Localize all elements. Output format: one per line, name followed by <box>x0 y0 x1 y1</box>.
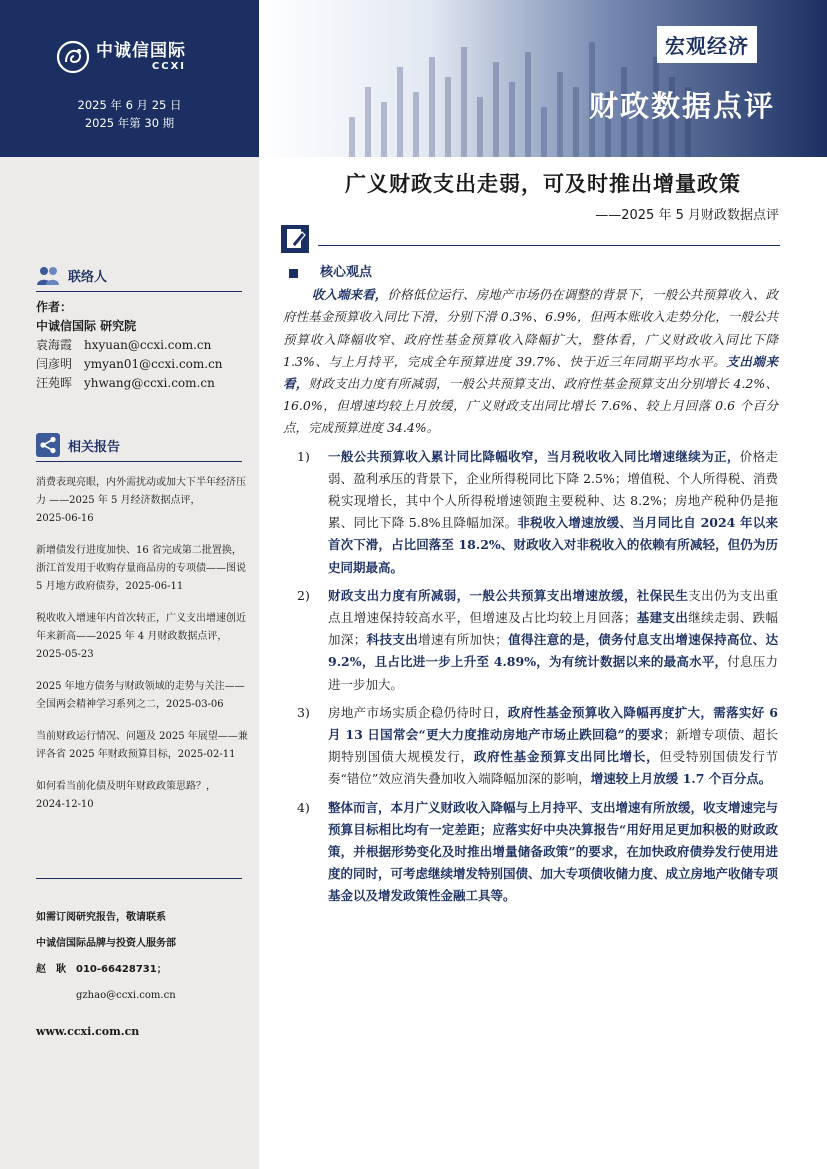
key-point-bold: 科技支出 <box>366 632 419 648</box>
related-report-title: 消费表现亮眼，内外需扰动或加大下半年经济压力 ——2025 年 5 月经济数据点评， <box>36 477 246 506</box>
key-point-text: 但受特别国债发行节奏“错位”效应消失叠加收入端降幅加深的影响， <box>328 749 778 787</box>
author-list <box>36 298 223 393</box>
skyline-bar <box>413 92 419 157</box>
key-point-text: 付息压力进一步加大。 <box>328 654 778 692</box>
skyline-bar <box>557 72 563 157</box>
logo-en-text: CCXI <box>151 60 186 72</box>
summary-lead-expense: 支出端来看， <box>283 353 778 392</box>
report-date: 2025 年 6 月 25 日 <box>77 98 182 112</box>
key-point-bold: 增速较上月放缓 1.7 个百分点。 <box>590 771 772 787</box>
key-point-number: 3) <box>297 704 310 720</box>
key-point-item <box>283 585 778 696</box>
related-report-title: 如何看当前化债及明年财政政策思路？， <box>36 781 216 792</box>
author-email[interactable]: hxyuan@ccxi.com.cn <box>84 338 212 352</box>
key-point-text: 价格走弱、盈利承压的背景下，企业所得税同比下降 2.5%；增值税、个人所得税、消费税实现增长，其中个人所得税增速领跑主要税种、达 8.2%；房地产税种仍是拖累、同比下降 5.8%且降幅加深。 <box>328 448 778 531</box>
reports-heading-label: 相关报告 <box>68 439 121 455</box>
key-point-item <box>283 797 778 908</box>
key-point-bold: 一般公共预算收入累计同比降幅收窄，当月税收收入同比增速继续为正， <box>328 448 740 464</box>
skyline-bar <box>477 97 483 157</box>
related-reports-list <box>36 474 248 828</box>
institute-name: 中诚信国际 研究院 <box>36 319 137 333</box>
related-report-date: 2025-06-16 <box>36 513 94 524</box>
key-points-heading <box>283 262 778 284</box>
skyline-bar <box>381 102 387 157</box>
author-email[interactable]: yhwang@ccxi.com.cn <box>84 376 215 390</box>
key-point-bold: 政府性基金预算收入降幅再度扩大，需落实好 6 月 13 日国常会“更大力度推动房地产市场止跌回稳”的要求 <box>328 704 778 743</box>
key-point-text: 支出仍为支出重点且增速保持较高水平，但增速及占比均较上月回落； <box>328 587 778 626</box>
contacts-heading <box>36 263 107 287</box>
skyline-bar <box>397 67 403 157</box>
skyline-bar <box>525 52 531 157</box>
report-subtitle: ——2025 年 5 月财政数据点评 <box>595 208 779 223</box>
key-point-number: 4) <box>297 799 310 815</box>
key-point-text: 继续走弱、跌幅加深； <box>328 610 778 648</box>
skyline-bar <box>493 62 499 157</box>
summary-income-text: 价格低位运行、房地产市场仍在调整的背景下，一般公共预算收入、政府性基金预算收入同比下滑，分别下滑 0.3%、6.9%，但两本账收入走势分化，一般公共预算收入降幅收窄、政府性基金预算收入降幅扩大，整体看，广义财政收入同比下降 1.3%、与上月持平，完成全年预算进度 39.7%、快于近三年同期平均水平。 <box>283 287 778 369</box>
skyline-bar <box>541 107 547 157</box>
key-point-number: 1) <box>297 448 310 464</box>
key-point-number: 2) <box>297 587 310 603</box>
service-dept: 中诚信国际品牌与投资人服务部 <box>36 938 176 949</box>
series-title: 财政数据点评 <box>588 89 775 123</box>
author-name: 袁海霞 <box>36 338 73 352</box>
key-point-text: 增速有所加快； <box>418 632 508 648</box>
related-report-title: 新增债发行进度加快、16 省完成第二批置换，浙江首发用于收购存量商品房的专项债——图说 5 月地方政府债券，2025-06-11 <box>36 545 246 592</box>
key-point-item <box>283 702 778 791</box>
report-title: 广义财政支出走弱，可及时推出增量政策 <box>345 172 741 196</box>
related-report-title: 2025 年地方债务与财政领域的走势与关注——全国两会精神学习系列之二，2025-03-06 <box>36 681 245 710</box>
related-report-item[interactable] <box>36 728 248 764</box>
related-report-title: 当前财政运行情况、问题及 2025 年展望——兼评各省 2025 年财政预算目标，2025-02-11 <box>36 731 248 760</box>
document-edit-icon <box>280 224 310 254</box>
contact-email[interactable]: gzhao@ccxi.com.cn <box>76 990 176 1001</box>
related-report-date: 2024-12-10 <box>36 799 94 810</box>
contacts-icon <box>36 263 60 287</box>
category-label: 宏观经济 <box>657 26 757 63</box>
key-point-text: 房地产市场实质企稳仍待时日， <box>328 704 508 720</box>
website-link[interactable]: www.ccxi.com.cn <box>36 1025 140 1038</box>
skyline-bar <box>365 87 371 157</box>
key-point-item <box>283 446 778 579</box>
author-row <box>36 336 223 355</box>
skyline-bar <box>573 87 579 157</box>
related-report-item[interactable] <box>36 778 248 814</box>
related-report-item[interactable] <box>36 610 248 664</box>
title-rule <box>318 245 780 246</box>
report-issue: 2025 年第 30 期 <box>84 116 175 130</box>
related-report-item[interactable] <box>36 542 248 596</box>
author-row <box>36 374 223 393</box>
author-row <box>36 355 223 374</box>
square-bullet-icon <box>289 269 298 278</box>
skyline-bar <box>445 77 451 157</box>
contacts-rule <box>36 291 242 292</box>
summary-lead-income: 收入端来看， <box>311 287 388 303</box>
reports-rule <box>36 461 242 462</box>
key-point-bold: 整体而言，本月广义财政收入降幅与上月持平、支出增速有所放缓，收支增速完与预算目标相比均有一定差距；应落实好中央决算报告“用好用足更加积极的财政政策，并根据形势变化及时推出增量储备政策”的要求，在加快政府债券发行使用进度的同时，可考虑继续增发特别国债、加大专项债收储力度、成立房地产收储专项基金以及增发政策性金融工具等。 <box>328 799 779 904</box>
subscribe-text: 如需订阅研究报告，敬请联系 <box>36 912 166 923</box>
summary-paragraph <box>283 284 778 439</box>
header-right-banner <box>259 0 827 157</box>
summary-expense-text: 财政支出力度有所减弱，一般公共预算支出、政府性基金预算支出分别增长 4.2%、16.0%，但增速均较上月放缓，广义财政支出同比增长 7.6%、较上月回落 0.6 个百分点，完成预算进度 34.4%。 <box>283 376 778 436</box>
contacts-heading-label: 联络人 <box>68 269 108 285</box>
author-label: 作者： <box>36 300 73 314</box>
related-report-item[interactable] <box>36 474 248 528</box>
author-name: 闫彦明 <box>36 357 73 371</box>
skyline-bar <box>429 57 435 157</box>
reports-bottom-rule <box>36 878 242 879</box>
header-left-banner <box>0 0 259 157</box>
main-content <box>283 262 778 914</box>
skyline-bar <box>349 117 355 157</box>
related-report-title: 税收收入增速年内首次转正，广义支出增速创近年来新高——2025 年 4 月财政数据点评，2025-05-23 <box>36 613 246 660</box>
author-name: 汪苑晖 <box>36 376 73 390</box>
share-icon <box>36 433 60 457</box>
key-points-label: 核心观点 <box>320 265 373 280</box>
skyline-bar <box>509 82 515 157</box>
related-report-item[interactable] <box>36 678 248 714</box>
key-point-bold: 基建支出 <box>636 610 689 626</box>
ccxi-logo-icon <box>56 40 90 74</box>
key-point-bold: 非税收入增速放缓、当月同比自 2024 年以来首次下滑，占比回落至 18.2%、财政收入对非税收入的依赖有所减轻，但仍为历史同期最高。 <box>328 515 779 575</box>
ccxi-logo <box>56 40 186 74</box>
skyline-bar <box>461 47 467 157</box>
logo-cn-text: 中诚信国际 <box>96 40 186 61</box>
contact-person: 赵 耿 010-66428731； <box>36 964 167 975</box>
key-points-list <box>283 446 778 908</box>
key-point-bold: 值得注意的是，债务付息支出增速保持高位、达 9.2%，且占比进一步上升至 4.89%，为有统计数据以来的最高水平， <box>328 632 778 670</box>
reports-heading <box>36 433 120 457</box>
key-point-bold: 财政支出力度有所减弱，一般公共预算支出增速放缓，社保民生 <box>328 587 689 603</box>
key-point-text: ；新增专项债、超长期特别国债大规模发行， <box>328 727 778 765</box>
author-email[interactable]: ymyan01@ccxi.com.cn <box>84 357 223 371</box>
subscription-info <box>36 905 176 1009</box>
key-point-bold: 政府性基金预算支出同比增长， <box>473 749 660 765</box>
